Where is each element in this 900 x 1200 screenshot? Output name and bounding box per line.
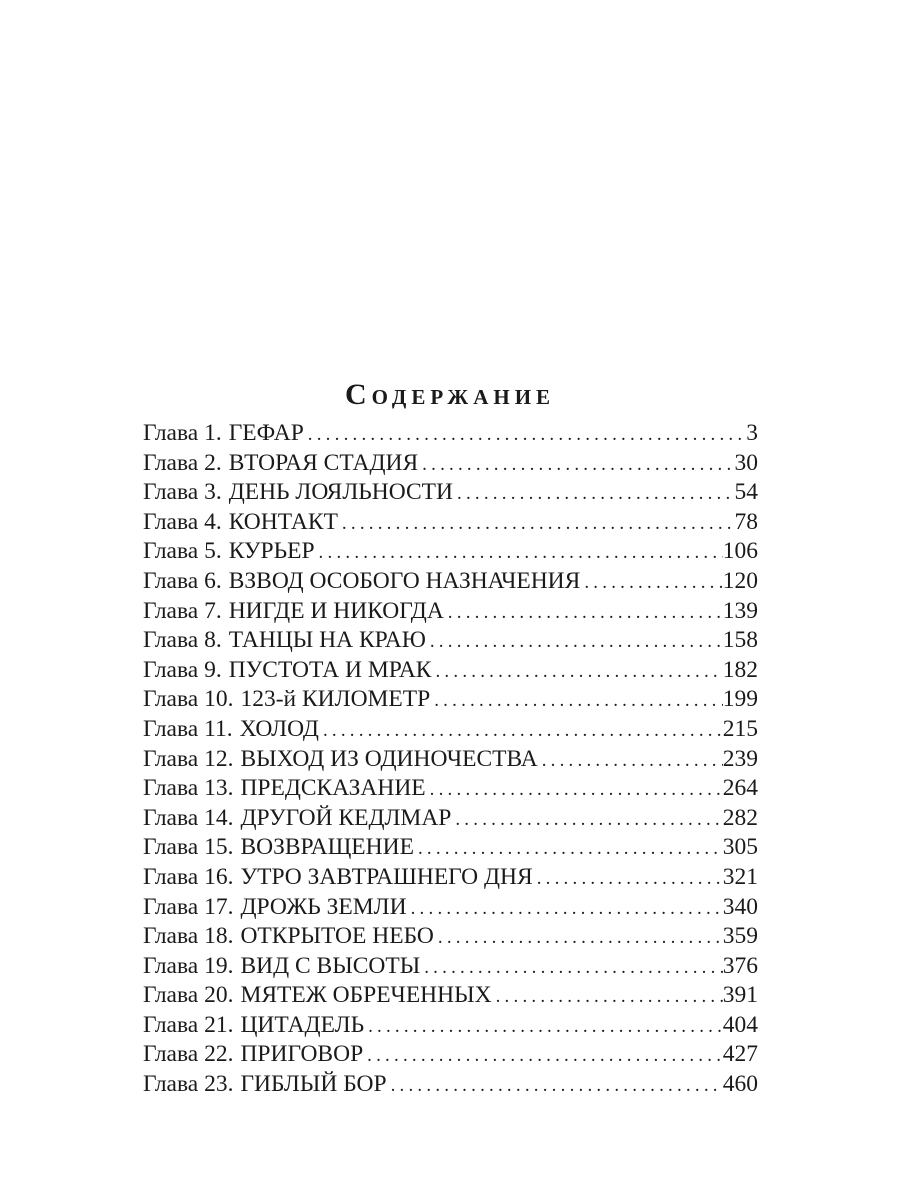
toc-dot-leader [431,657,722,687]
table-of-contents [143,419,758,1100]
toc-chapter-title: ЦИТАДЕЛЬ [240,1011,365,1038]
toc-chapter-title: КОНТАКТ [228,508,338,535]
toc-chapter-title: ВТОРАЯ СТАДИЯ [228,449,419,476]
toc-page-number: 264 [722,775,758,802]
toc-dot-leader [430,686,723,716]
toc-chapter-number: Глава 17. [143,893,234,920]
toc-chapter-title: ВЫХОД ИЗ ОДИНОЧЕСТВА [240,745,538,772]
toc-chapter-title: ПРЕДСКАЗАНИЕ [240,775,426,802]
toc-chapter-number: Глава 1. [143,420,222,446]
toc-dot-leader [451,805,722,835]
toc-page-number: 460 [722,1071,758,1098]
toc-chapter-number: Глава 20. [143,982,234,1009]
toc-chapter-number: Глава 11. [143,715,233,742]
toc-chapter-title: ПРИГОВОР [240,1041,364,1068]
toc-dot-leader [580,568,722,598]
toc-chapter-title: ДРУГОЙ КЕДЛМАР [240,804,452,831]
toc-page-number: 139 [722,597,758,624]
toc-dot-leader [426,775,723,805]
toc-chapter-number: Глава 16. [143,863,234,890]
toc-page-number: 215 [722,715,758,742]
toc-page-number: 359 [722,923,758,950]
toc-chapter-number: Глава 6. [143,567,222,594]
toc-page-number: 282 [722,804,758,831]
toc-chapter-number: Глава 23. [143,1071,234,1098]
toc-page-number: 54 [734,479,758,506]
toc-dot-leader [315,538,723,568]
page-title: Содержание [344,378,556,412]
toc-chapter-number: Глава 5. [143,538,222,565]
toc-chapter-number: Глава 4. [143,508,222,535]
toc-chapter-title: ГИБЛЫЙ БОР [240,1071,387,1098]
toc-entry [143,745,758,775]
toc-dot-leader [492,982,723,1012]
toc-entry [143,981,758,1011]
toc-chapter-number: Глава 3. [143,479,222,506]
toc-entry [143,597,758,627]
toc-page-number: 404 [722,1011,758,1038]
toc-dot-leader [363,1041,723,1071]
toc-dot-leader [434,923,723,953]
toc-chapter-number: Глава 12. [143,745,234,772]
toc-entry [143,1040,758,1070]
toc-entry [143,922,758,952]
toc-entry [143,626,758,656]
toc-dot-leader [414,834,723,864]
toc-chapter-title: ДЕНЬ ЛОЯЛЬНОСТИ [228,479,453,506]
toc-page-number: 3 [746,420,758,446]
toc-dot-leader [364,1012,723,1042]
toc-dot-leader [304,420,746,450]
toc-chapter-number: Глава 9. [143,656,222,683]
toc-chapter-title: КУРЬЕР [228,538,315,565]
toc-chapter-number: Глава 15. [143,834,234,861]
toc-chapter-title: ТАНЦЫ НА КРАЮ [228,627,426,654]
toc-entry [143,685,758,715]
toc-page-number: 340 [722,893,758,920]
toc-chapter-title: ВЗВОД ОСОБОГО НАЗНАЧЕНИЯ [228,567,581,594]
toc-chapter-number: Глава 10. [143,686,234,713]
toc-chapter-title: 123-й КИЛОМЕТР [240,686,431,713]
toc-chapter-title: ГЕФАР [228,420,304,446]
toc-dot-leader [319,716,723,746]
toc-page-number: 182 [722,656,758,683]
toc-chapter-number: Глава 13. [143,775,234,802]
toc-page-number: 391 [722,982,758,1009]
toc-dot-leader [453,479,735,509]
toc-entry [143,449,758,479]
toc-chapter-title: ХОЛОД [239,715,319,742]
toc-chapter-title: МЯТЕЖ ОБРЕЧЕННЫХ [240,982,492,1009]
toc-chapter-number: Глава 7. [143,597,222,624]
toc-entry [143,952,758,982]
toc-page-number: 78 [734,508,758,535]
toc-page-number: 106 [722,538,758,565]
toc-entry [143,508,758,538]
toc-page-number: 427 [722,1041,758,1068]
toc-chapter-number: Глава 22. [143,1041,234,1068]
toc-chapter-title: ДРОЖЬ ЗЕМЛИ [240,893,407,920]
toc-chapter-number: Глава 21. [143,1011,234,1038]
toc-entry [143,1070,758,1100]
toc-entry [143,1011,758,1041]
toc-entry [143,833,758,863]
toc-entry [143,893,758,923]
toc-dot-leader [338,509,735,539]
toc-chapter-title: ОТКРЫТОЕ НЕБО [240,923,434,950]
toc-dot-leader [538,746,723,776]
toc-dot-leader [533,864,723,894]
toc-entry [143,715,758,745]
toc-entry [143,537,758,567]
toc-chapter-number: Глава 19. [143,952,234,979]
toc-page-number: 158 [722,627,758,654]
toc-page-number: 239 [722,745,758,772]
toc-entry [143,478,758,508]
toc-entry [143,656,758,686]
toc-dot-leader [444,598,723,628]
toc-chapter-title: ВОЗВРАЩЕНИЕ [240,834,414,861]
toc-page-number: 321 [722,863,758,890]
toc-page-number: 120 [722,567,758,594]
toc-chapter-number: Глава 2. [143,449,222,476]
toc-entry [143,863,758,893]
toc-chapter-number: Глава 8. [143,627,222,654]
toc-dot-leader [387,1071,723,1101]
toc-page-number: 376 [722,952,758,979]
toc-chapter-number: Глава 18. [143,923,234,950]
toc-chapter-number: Глава 14. [143,804,234,831]
toc-chapter-title: УТРО ЗАВТРАШНЕГО ДНЯ [240,863,533,890]
toc-page-number: 30 [734,449,758,476]
toc-dot-leader [420,953,723,983]
toc-dot-leader [407,894,723,924]
toc-chapter-title: НИГДЕ И НИКОГДА [228,597,444,624]
toc-entry [143,804,758,834]
toc-chapter-title: ПУСТОТА И МРАК [228,656,432,683]
toc-entry [143,419,758,449]
toc-entry [143,567,758,597]
toc-page-number: 305 [722,834,758,861]
toc-page-number: 199 [722,686,758,713]
toc-dot-leader [426,627,723,657]
toc-chapter-title: ВИД С ВЫСОТЫ [240,952,421,979]
toc-dot-leader [418,450,734,480]
toc-entry [143,774,758,804]
